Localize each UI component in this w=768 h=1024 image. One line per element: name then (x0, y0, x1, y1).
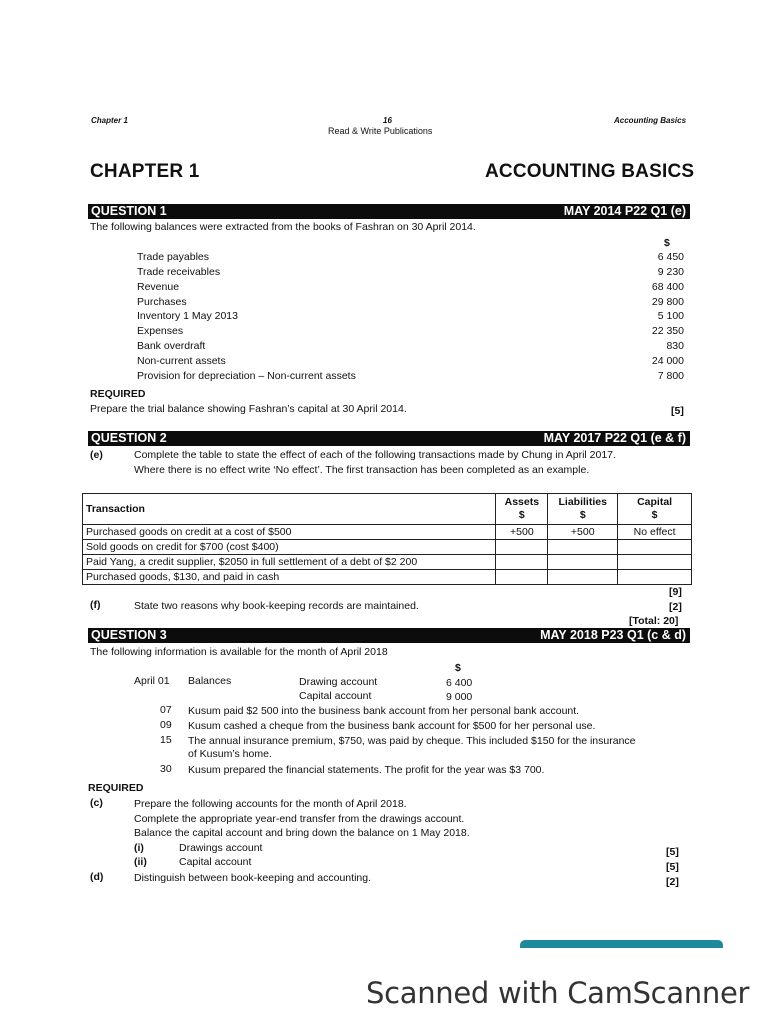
sub-part-marks: [5] (666, 846, 679, 858)
event-day: 15 (160, 734, 172, 746)
transaction-cell: Sold goods on credit for $700 (cost $400) (83, 540, 496, 555)
liabilities-cell: +500 (548, 525, 618, 540)
part-f-marks: [2] (669, 601, 682, 613)
balance-amount: 5 100 (657, 310, 684, 322)
column-header-label: Liabilities (558, 496, 607, 508)
question-3-bar (88, 628, 690, 643)
event-text: Kusum prepared the financial statements. The profit for the year was $3 700. (188, 764, 545, 776)
balance-amount: 830 (666, 340, 684, 352)
balance-amount: 24 000 (651, 355, 684, 367)
part-f-text: State two reasons why book-keeping records are maintained. (134, 600, 419, 612)
running-header-right: Accounting Basics (614, 116, 687, 125)
event-text-continued: of Kusum’s home. (188, 748, 272, 760)
column-header-capital (618, 494, 692, 525)
camscanner-watermark: Scanned with CamScanner (366, 976, 750, 1010)
part-c-line-2: Complete the appropriate year-end transfer from the drawings account. (134, 813, 465, 825)
sub-part-text: Capital account (179, 856, 252, 868)
liabilities-cell (548, 540, 618, 555)
assets-cell (496, 570, 548, 585)
table-row (83, 555, 692, 570)
table-row (83, 525, 692, 540)
part-c-line-1: Prepare the following accounts for the month of April 2018. (134, 798, 407, 810)
assets-cell (496, 555, 548, 570)
capital-cell: No effect (618, 525, 692, 540)
effects-table (82, 493, 692, 585)
part-c-label: (c) (90, 797, 103, 809)
chapter-subject: ACCOUNTING BASICS (485, 161, 695, 182)
event-day: 07 (160, 704, 172, 716)
sub-part-marks: [5] (666, 861, 679, 873)
balance-label: Expenses (137, 325, 184, 337)
drawing-account-label: Drawing account (299, 676, 378, 688)
date-label: April 01 (134, 675, 170, 687)
question-3-reference: MAY 2018 P23 Q1 (c & d) (540, 628, 686, 642)
running-header-left: Chapter 1 (91, 116, 128, 125)
question-1-bar (88, 204, 690, 219)
balance-label: Trade receivables (137, 266, 221, 278)
assets-cell (496, 540, 548, 555)
marks: [5] (671, 405, 684, 417)
event-text: Kusum paid $2 500 into the business bank account from her personal bank account. (188, 705, 580, 717)
column-header-unit: $ (579, 509, 586, 521)
question-1-reference: MAY 2014 P22 Q1 (e) (563, 204, 686, 218)
part-e-label: (e) (90, 449, 103, 461)
part-f-label: (f) (90, 599, 101, 611)
balance-amount: 68 400 (651, 281, 684, 293)
balance-amount: 29 800 (651, 296, 684, 308)
column-header-assets (496, 494, 548, 525)
capital-cell (618, 540, 692, 555)
table-row (83, 570, 692, 585)
part-e-marks: [9] (669, 586, 682, 598)
question-1-title: QUESTION 1 (91, 204, 167, 218)
balance-label: Inventory 1 May 2013 (137, 310, 238, 322)
event-text: The annual insurance premium, $750, was paid by cheque. This included $150 for the insurance (188, 735, 636, 747)
capital-cell (618, 570, 692, 585)
column-header-label: Assets (504, 496, 540, 508)
question-1-task: Prepare the trial balance showing Fashran’s capital at 30 April 2014. (90, 403, 407, 415)
question-3-intro: The following information is available for the month of April 2018 (90, 646, 388, 658)
table-row (83, 540, 692, 555)
capital-cell (618, 555, 692, 570)
balance-label: Revenue (137, 281, 180, 293)
question-2-reference: MAY 2017 P22 Q1 (e & f) (543, 431, 686, 445)
event-text: Kusum cashed a cheque from the business bank account for $500 for her personal use. (188, 720, 596, 732)
part-e-line-2: Where there is no effect write ‘No effect’. The first transaction has been completed as an example. (134, 464, 590, 476)
balance-amount: 22 350 (651, 325, 684, 337)
total-marks: [Total: 20] (629, 615, 679, 627)
required-heading: REQUIRED (90, 388, 146, 400)
balance-label: Bank overdraft (137, 340, 206, 352)
balance-label: Purchases (137, 296, 187, 308)
balance-amount: 6 450 (657, 251, 684, 263)
currency-heading: $ (455, 662, 461, 674)
question-2-bar (88, 431, 690, 446)
column-header-unit: $ (651, 509, 658, 521)
event-day: 30 (160, 763, 172, 775)
part-d-label: (d) (90, 871, 104, 883)
column-header-unit: $ (518, 509, 525, 521)
sub-part-text: Drawings account (179, 842, 263, 854)
required-heading: REQUIRED (88, 782, 144, 794)
balance-amount: 7 800 (657, 370, 684, 382)
balances-label: Balances (188, 675, 232, 687)
publisher-name: Read & Write Publications (328, 126, 433, 136)
scanner-tab-decoration (520, 940, 723, 948)
balance-label: Trade payables (137, 251, 209, 263)
capital-account-amount: 9 000 (446, 691, 473, 703)
balance-label: Provision for depreciation – Non-current assets (137, 370, 356, 382)
liabilities-cell (548, 570, 618, 585)
table-header-row (83, 494, 692, 525)
part-d-marks: [2] (666, 876, 679, 888)
transaction-cell: Purchased goods on credit at a cost of $500 (83, 525, 496, 540)
currency-heading: $ (664, 237, 670, 249)
capital-account-label: Capital account (299, 690, 372, 702)
assets-cell: +500 (496, 525, 548, 540)
sub-part-label: (ii) (134, 856, 147, 868)
question-1-intro: The following balances were extracted from the books of Fashran on 30 April 2014. (90, 221, 476, 233)
column-header-transaction: Transaction (83, 494, 496, 525)
transaction-cell: Purchased goods, $130, and paid in cash (83, 570, 496, 585)
part-c-line-3: Balance the capital account and bring down the balance on 1 May 2018. (134, 827, 470, 839)
column-header-label: Capital (637, 496, 673, 508)
liabilities-cell (548, 555, 618, 570)
question-3-title: QUESTION 3 (91, 628, 167, 642)
chapter-title: CHAPTER 1 (90, 161, 200, 182)
question-2-title: QUESTION 2 (91, 431, 167, 445)
drawing-account-amount: 6 400 (446, 677, 473, 689)
page-number: 16 (383, 116, 392, 125)
part-e-line-1: Complete the table to state the effect of each of the following transactions made by Chung in April 2017. (134, 449, 616, 461)
balance-amount: 9 230 (657, 266, 684, 278)
column-header-liabilities (548, 494, 618, 525)
transaction-cell: Paid Yang, a credit supplier, $2050 in full settlement of a debt of $2 200 (83, 555, 496, 570)
sub-part-label: (i) (134, 842, 144, 854)
part-d-text: Distinguish between book-keeping and accounting. (134, 872, 371, 884)
event-day: 09 (160, 719, 172, 731)
balance-label: Non-current assets (137, 355, 226, 367)
